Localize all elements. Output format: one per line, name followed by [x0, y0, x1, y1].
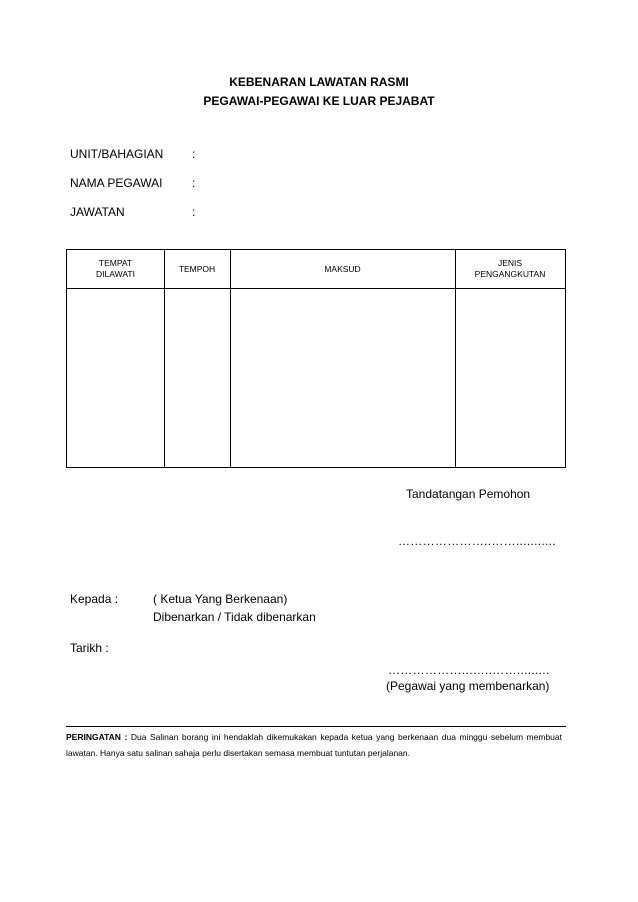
approver-signature-line: ………………...…..……......... [388, 663, 550, 677]
header-text: JENIS [497, 258, 523, 268]
unit-bahagian-colon: : [192, 147, 196, 161]
header-maksud [230, 250, 455, 288]
approval-decision: Dibenarkan / Tidak dibenarkan [153, 610, 316, 624]
kepada-value: ( Ketua Yang Berkenaan) [153, 592, 288, 606]
kepada-label: Kepada : [70, 592, 119, 606]
header-text: MAKSUD [324, 263, 361, 274]
header-tempoh [164, 250, 230, 288]
warning-prefix: PERINGATAN : [66, 732, 128, 742]
header-tempat-dilawati [67, 250, 164, 288]
header-text: TEMPAT [98, 258, 133, 268]
nama-pegawai-colon: : [192, 176, 196, 190]
applicant-signature-label: Tandatangan Pemohon [406, 487, 531, 501]
warning-text: Dua Salinan borang ini hendaklah dikemukakan kepada ketua yang berkenaan dua minggu sebelum membuat lawatan. Hanya satu salinan sahaja perlu disertakan semasa membuat tuntutan perjalanan. [66, 732, 562, 758]
form-title-line1: KEBENARAN LAWATAN RASMI [229, 75, 409, 89]
warning-note [66, 729, 562, 761]
approver-label: (Pegawai yang membenarkan) [386, 679, 550, 693]
form-title-line2: PEGAWAI-PEGAWAI KE LUAR PEJABAT [203, 94, 435, 108]
jawatan-label: JAWATAN [70, 205, 125, 219]
header-text: DILAWATI [96, 269, 135, 279]
warning-rule [66, 726, 566, 727]
header-text: PENGANGKUTAN [474, 269, 546, 279]
tarikh-label: Tarikh : [70, 641, 109, 655]
visit-table [66, 249, 566, 468]
jawatan-colon: : [192, 205, 196, 219]
unit-bahagian-label: UNIT/BAHAGIAN [70, 147, 164, 161]
header-jenis-pengangkutan [455, 250, 565, 288]
table-header-divider [67, 288, 565, 289]
header-text: TEMPOH [178, 263, 216, 274]
applicant-signature-line: …………………..……........... [398, 534, 556, 548]
nama-pegawai-label: NAMA PEGAWAI [70, 176, 163, 190]
